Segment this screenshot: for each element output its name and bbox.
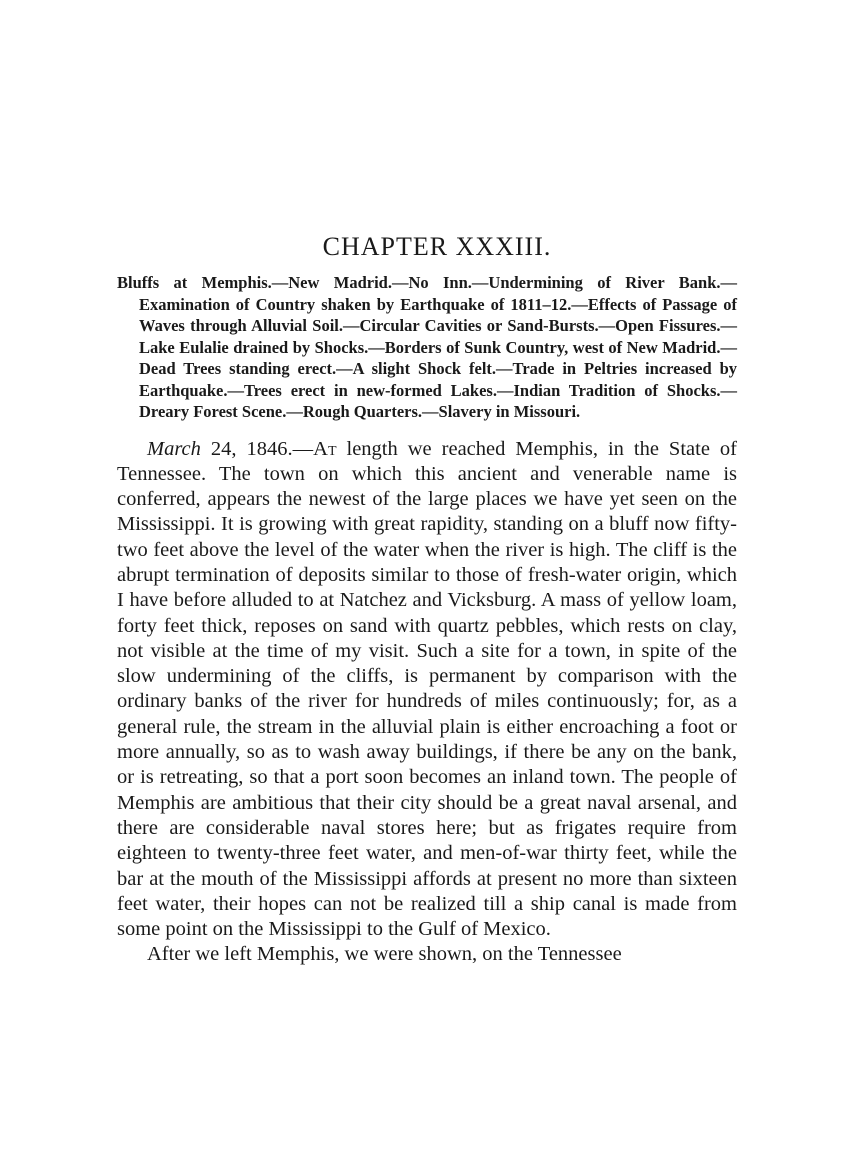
book-page <box>117 232 737 968</box>
chapter-title: CHAPTER XXXIII. <box>322 232 552 261</box>
body-paragraph-1-text: length we reached Memphis, in the State of Tennessee. The town on which this ancient and venerable name is conferred, appears the newest of the large places we have yet seen on the Mississippi. It is growing with great rapidity, standing on a bluff now fifty-two feet above the level of the water when the river is high. The cliff is the abrupt termination of deposits similar to those of fresh-water origin, which I have before alluded to at Natchez and Vicksburg. A mass of yellow loam, forty feet thick, reposes on sand with quartz pebbles, which rests on clay, not visible at the time of my visit. Such a site for a town, in spite of the slow undermining of the cliffs, is permanent by comparison with the ordinary banks of the river for hundreds of miles continuously; for, as a general rule, the stream in the alluvial plain is either encroaching a foot or more annually, so as to wash away buildings, if there be any on the bank, or is retreating, so that a port soon becomes an inland town. The people of Memphis are ambitious that their city should be a great naval arsenal, and there are considerable naval stores here; but as frigates require from eighteen to twenty-three feet water, and men-of-war thirty feet, while the bar at the mouth of the Mississippi affords at present no more than sixteen feet water, their hopes can not be realized till a ship canal is made from some point on the Mississippi to the Gulf of Mexico. <box>117 437 737 941</box>
dateline-day-year: 24, 1846.— <box>200 437 314 460</box>
chapter-summary-text: Bluffs at Memphis.—New Madrid.—No Inn.—Undermining of River Bank.—Examination of Country shaken by Earthquake of 1811–12.—Effects of Passage of Waves through Alluvial Soil.—Circular Cavities or Sand-Bursts.—Open Fissures.—Lake Eulalie drained by Shocks.—Borders of Sunk Country, west of New Madrid.—Dead Trees standing erect.—A slight Shock felt.—Trade in Peltries increased by Earthquake.—Trees erect in new-formed Lakes.—Indian Tradition of Shocks.—Dreary Forest Scene.—Rough Quarters.—Slavery in Missouri. <box>117 273 737 421</box>
body-paragraph-2: After we left Memphis, we were shown, on the Tennessee <box>147 943 622 966</box>
dateline-month: March <box>147 437 201 460</box>
body-paragraph-1 <box>117 437 737 943</box>
chapter-body <box>117 437 737 968</box>
first-word: At <box>313 437 337 460</box>
chapter-summary <box>117 272 737 423</box>
